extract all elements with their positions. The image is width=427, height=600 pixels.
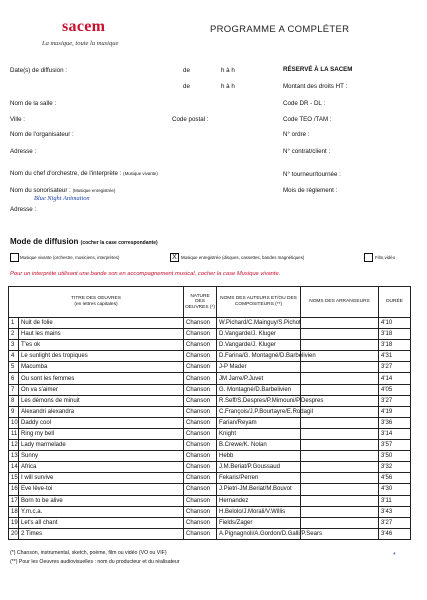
sound-engineer-label [10,187,115,194]
row-number: 19 [9,517,19,528]
row-nature: Chanson [184,517,217,528]
date-from-1: de [183,67,190,74]
row-number: 7 [9,384,19,395]
table-row [9,340,411,351]
row-nature: Chanson [184,451,217,462]
row-authors: Hernandez [217,495,301,506]
table-row [9,351,411,362]
sound-engineer-value: Blue Night Animation [34,195,90,202]
row-authors: C.François/J.P.Bourtayre/E.Rodagil [217,406,301,417]
row-authors: Hebb [217,451,301,462]
dates-label: Date(s) de diffusion : [10,67,67,74]
row-nature: Chanson [184,351,217,362]
conductor-label [10,170,158,177]
conductor-label-text: Nom du chef d'orchestre, de l'interprète : [10,170,122,177]
table-row [9,473,411,484]
row-nature: Chanson [184,417,217,428]
row-duration: 3'27 [379,517,411,528]
row-title: T'es ok [19,340,184,351]
row-number: 17 [9,495,19,506]
row-arrangers [301,329,379,340]
row-duration: 4'56 [379,473,411,484]
row-number: 11 [9,428,19,439]
date-from-2: de [183,83,190,90]
row-nature: Chanson [184,373,217,384]
row-number: 6 [9,373,19,384]
venue-label: Nom de la salle : [10,100,57,107]
organizer-label: Nom de l'organisateur : [10,131,74,138]
recorded-music-label: Musique enregistrée (disques, cassettes, bandes magnétiques) [181,255,305,260]
row-duration: 3'36 [379,417,411,428]
row-nature: Chanson [184,440,217,451]
broadcast-mode-title: Mode de diffusion [10,237,79,246]
row-title: Ou sont les femmes [19,373,184,384]
row-title: Africa [19,462,184,473]
row-title: On va s'aimer [19,384,184,395]
order-number-label: N° ordre : [283,131,310,138]
col-header-duration: DURÉE [379,287,411,318]
broadcast-mode-heading [10,237,158,246]
table-row [9,417,411,428]
row-number: 14 [9,462,19,473]
address-label: Adresse : [10,148,37,155]
footnote-nature: (*) Chanson, instrumental, sketch, poème, film ou vidéo (VO ou VIF) [10,550,167,556]
row-authors: D.Farina/G. Montagné/D.Barbelivien [217,351,301,362]
sound-engineer-note: (Musique enregistrée) [72,188,116,193]
recorded-music-checkbox[interactable]: X [170,253,179,262]
row-arrangers [301,428,379,439]
row-number: 1 [9,318,19,329]
row-authors: JM Jarre/P.Juvet [217,373,301,384]
row-arrangers [301,384,379,395]
row-nature: Chanson [184,340,217,351]
row-title: Eve lève-toi [19,484,184,495]
row-authors: J.Pietri-JM.Beriat/M.Bouvot [217,484,301,495]
tagline: La musique, toute la musique [42,40,119,47]
row-duration: 4'14 [379,373,411,384]
row-duration: 4'10 [379,318,411,329]
row-title: Haut les mains [19,329,184,340]
address2-label: Adresse : [10,206,37,213]
row-title: 2 Times [19,528,184,539]
row-title: Y.m.c.a. [19,506,184,517]
film-video-checkbox[interactable] [364,253,373,262]
row-number: 5 [9,362,19,373]
row-nature: Chanson [184,462,217,473]
row-nature: Chanson [184,395,217,406]
code-teo-label: Code TEO /TAM : [283,116,332,123]
row-title: I will survive [19,473,184,484]
row-duration: 3'18 [379,340,411,351]
row-authors: G. Montagné/D.Barbelivien [217,384,301,395]
row-nature: Chanson [184,362,217,373]
row-number: 4 [9,351,19,362]
row-nature: Chanson [184,428,217,439]
col-header-title-sub: (en lettres capitales) [74,302,118,307]
table-row [9,462,411,473]
row-arrangers [301,417,379,428]
row-arrangers [301,473,379,484]
live-music-checkbox[interactable] [10,253,19,262]
row-nature: Chanson [184,406,217,417]
row-title: Sunny [19,451,184,462]
row-title: Born to be alive [19,495,184,506]
reserved-title: RÉSERVÉ À LA SACEM [283,66,353,73]
row-arrangers [301,373,379,384]
row-number: 3 [9,340,19,351]
film-video-label: Film,vidéo [375,255,396,260]
row-nature: Chanson [184,318,217,329]
row-duration: 3'27 [379,395,411,406]
row-number: 15 [9,473,19,484]
conductor-note: (Musique vivante) [123,171,158,176]
table-row [9,451,411,462]
row-arrangers [301,484,379,495]
table-row [9,506,411,517]
row-authors: B.Crewe/K. Nolan [217,440,301,451]
table-row [9,495,411,506]
row-arrangers [301,340,379,351]
row-authors: A.Pignagnoli/A.Gordon/D.Galli/P.Sears [217,528,301,539]
table-row [9,373,411,384]
table-row [9,440,411,451]
row-duration: 3'50 [379,451,411,462]
row-authors: J.M.Beriat/P.Goussaud [217,462,301,473]
table-row [9,329,411,340]
col-header-authors: NOMS DES AUTEURS ET/OU DES COMPOSITEURS (**) [217,287,301,318]
row-nature: Chanson [184,506,217,517]
table-row [9,395,411,406]
row-nature: Chanson [184,484,217,495]
row-duration: 3'43 [379,506,411,517]
row-authors: D.Vangarde/J. Kluger [217,329,301,340]
row-duration: 3'11 [379,495,411,506]
row-duration: 3'46 [379,528,411,539]
row-authors: H.Belolo/J.Morali/V.Willis [217,506,301,517]
row-title: Lady marmelade [19,440,184,451]
row-number: 9 [9,406,19,417]
row-title: Alexandri alexandra [19,406,184,417]
live-music-note: Pour un interprète utilisant une bande son en accompagnement musical, cocher la case Musique vivante. [10,271,281,277]
row-number: 8 [9,395,19,406]
row-duration: 4'05 [379,384,411,395]
table-row [9,384,411,395]
code-dr-label: Code DR - DL : [283,100,326,107]
time-range-1: h à h [221,67,235,74]
row-authors: Knight [217,428,301,439]
time-range-2: h à h [221,83,235,90]
row-duration: 3'57 [379,440,411,451]
row-duration: 4'31 [379,351,411,362]
row-number: 2 [9,329,19,340]
contract-number-label: N° contrat/client : [283,148,331,155]
row-title: Let's all chant [19,517,184,528]
col-header-arrangers: NOMS DES ARRANGEURS [301,287,379,318]
row-nature: Chanson [184,473,217,484]
row-authors: R.Seff/S.Despres/P.Mimouni/P.Despres [217,395,301,406]
row-authors: J-P Mader [217,362,301,373]
footnote-audiovisual: (**) Pour les Oeuvres audiovisuelles : nom du producteur et du réalisateur [10,559,180,565]
sacem-logo: sacem [62,18,106,35]
fees-label: Montant des droits HT : [283,83,348,90]
city-label: Ville : [10,116,26,123]
table-row [9,484,411,495]
row-authors: D.Vangarde/J. Kluger [217,340,301,351]
row-title: Ring my bell [19,428,184,439]
row-arrangers [301,517,379,528]
row-arrangers [301,506,379,517]
row-number: 10 [9,417,19,428]
sound-engineer-label-text: Nom du sonorisateur : [10,187,71,194]
table-row [9,528,411,539]
row-nature: Chanson [184,329,217,340]
table-row [9,517,411,528]
table-row [9,362,411,373]
row-title: Daddy cool [19,417,184,428]
postal-code-label: Code postal : [172,116,209,123]
page-title: PROGRAMME A COMPLÉTER [210,24,350,35]
table-row [9,406,411,417]
row-authors: Farian/Reyam [217,417,301,428]
row-duration: 3'14 [379,428,411,439]
row-number: 16 [9,484,19,495]
row-number: 13 [9,451,19,462]
row-title: Le sunlight des tropiques [19,351,184,362]
row-duration: 3'32 [379,462,411,473]
row-duration: 4'19 [379,406,411,417]
row-authors: Fekaris/Perren [217,473,301,484]
tour-number-label: N° tourneur/tournée : [283,171,341,178]
row-title: Macumba [19,362,184,373]
row-arrangers [301,362,379,373]
col-header-nature: NATURE DES OEUVRES (*) [184,287,217,318]
row-duration: 3'18 [379,329,411,340]
asterisk-mark: * [393,552,396,559]
row-arrangers [301,318,379,329]
row-title: Nuit de folie [19,318,184,329]
payment-month-label: Mois de règlement : [283,187,338,194]
col-header-title-text: TITRE DES OEUVRES [71,296,121,302]
row-authors: W.Pichard/C.Mainguy/S.Pichot [217,318,301,329]
row-arrangers [301,440,379,451]
row-title: Les démons de minuit [19,395,184,406]
live-music-label: Musique vivante (orchestre, musiciens, interprètes) [20,255,120,260]
col-header-title [9,287,184,318]
row-authors: Fields/Zager [217,517,301,528]
row-arrangers [301,451,379,462]
row-arrangers [301,495,379,506]
row-nature: Chanson [184,495,217,506]
broadcast-mode-subtitle: (cocher la case correspondante) [80,240,158,246]
row-nature: Chanson [184,528,217,539]
row-duration: 4'30 [379,484,411,495]
row-number: 20 [9,528,19,539]
row-number: 18 [9,506,19,517]
row-duration: 3'27 [379,362,411,373]
row-number: 12 [9,440,19,451]
table-row [9,318,411,329]
row-nature: Chanson [184,384,217,395]
row-arrangers [301,462,379,473]
table-row [9,428,411,439]
works-table [8,286,411,540]
